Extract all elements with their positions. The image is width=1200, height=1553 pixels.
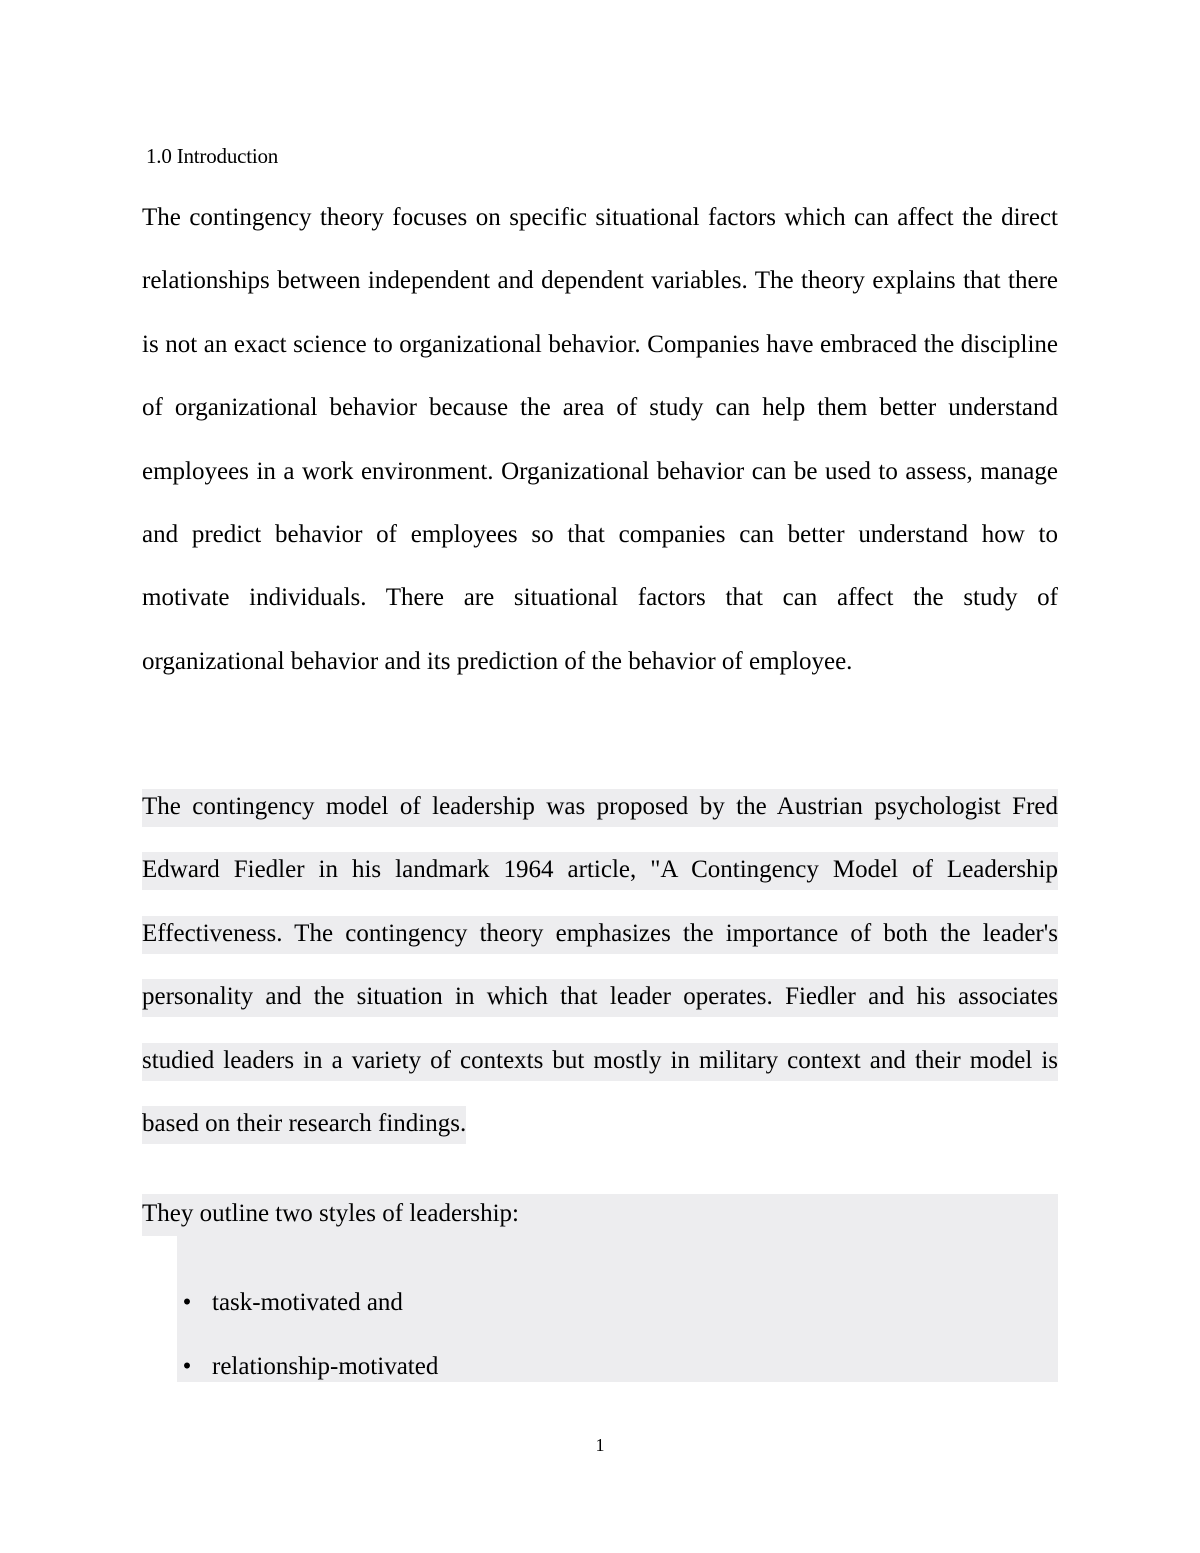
highlighted-text: The contingency model of leadership was proposed by the Austrian psychologist Fred Edward Fiedler in his landmark 1964 article, "A Contingency Model of Leadership Effectiveness. The contingency theory emphasizes the importance of both the leader's personality and the situation in which that leader operates. Fiedler and his associates studied leaders in a variety of contexts but mostly in military context and their model is based on their research findings.	[142, 789, 1058, 1144]
list-item-text: task-motivated and	[212, 1289, 403, 1316]
intro-paragraph: The contingency theory focuses on specific situational factors which can affect the direct relationships between independent and dependent variables. The theory explains that there is not an exact science to organizational behavior. Companies have embraced the discipline of organizational behavior because the area of study can help them better understand employees in a work environment. Organizational behavior can be used to assess, manage and predict behavior of employees so that companies can better understand how to motivate individuals. There are situational factors that can affect the study of organizational behavior and its prediction of the behavior of employee.	[142, 204, 1058, 675]
leadership-styles-block	[142, 1194, 1058, 1382]
bullet-icon: •	[182, 1353, 192, 1380]
contingency-model-paragraph	[142, 775, 1058, 1155]
styles-intro-text: They outline two styles of leadership:	[142, 1200, 520, 1227]
list-item-text: relationship-motivated	[212, 1353, 439, 1380]
section-heading: 1.0 Introduction	[146, 144, 279, 168]
bullet-icon: •	[182, 1289, 192, 1316]
page-number: 1	[595, 1435, 605, 1455]
